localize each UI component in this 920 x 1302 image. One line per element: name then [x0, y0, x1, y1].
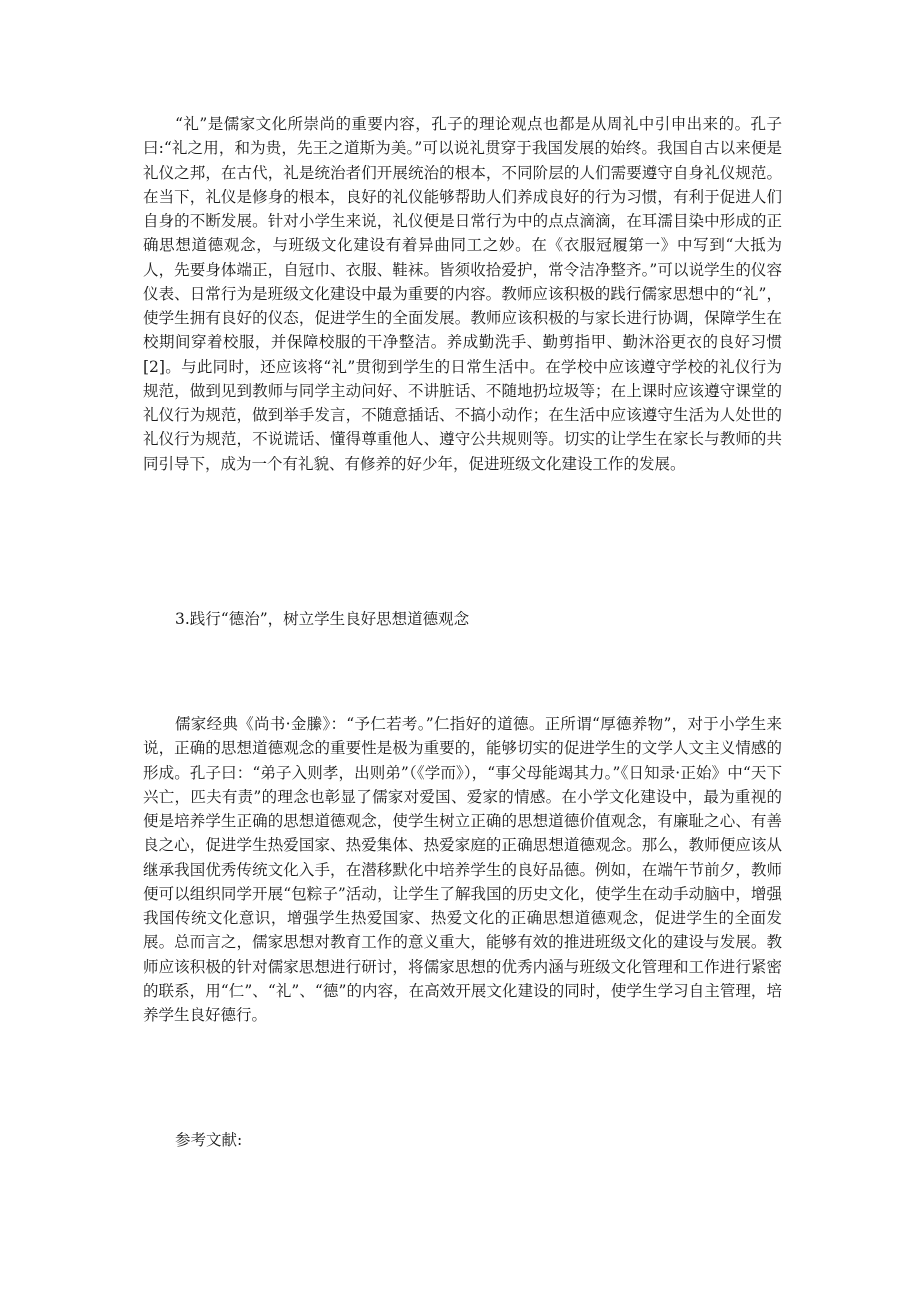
body-paragraph-li: “礼”是儒家文化所崇尚的重要内容，孔子的理论观点也都是从周礼中引申出来的。孔子曰:“礼之用，和为贵，先王之道斯为美。”可以说礼贯穿于我国发展的始终。我国自古以来便是礼仪之邦，在古代，礼是统治者们开展统治的根本，不同阶层的人们需要遵守自身礼仪规范。在当下，礼仪是修身的根本，良好的礼仪能够帮助人们养成良好的行为习惯，有利于促进人们自身的不断发展。针对小学生来说，礼仪便是日常行为中的点点滴滴，在耳濡目染中形成的正确思想道德观念，与班级文化建设有着异曲同工之妙。在《衣服冠履第一》中写到“大抵为人，先要身体端正，自冠巾、衣服、鞋袜。皆须收拾爱护，常令洁净整齐。”可以说学生的仪容仪表、日常行为是班级文化建设中最为重要的内容。教师应该积极的践行儒家思想中的“礼”，使学生拥有良好的仪态，促进学生的全面发展。教师应该积极的与家长进行协调，保障学生在校期间穿着校服，并保障校服的干净整洁。养成勤洗手、勤剪指甲、勤沐浴更衣的良好习惯[2]。与此同时，还应该将“礼”贯彻到学生的日常生活中。在学校中应该遵守学校的礼仪行为规范，做到见到教师与同学主动问好、不讲脏话、不随地扔垃圾等；在上课时应该遵守课堂的礼仪行为规范，做到举手发言，不随意插话、不搞小动作；在生活中应该遵守生活为人处世的礼仪行为规范，不说谎话、懂得尊重他人、遵守公共规则等。切实的让学生在家长与教师的共同引导下，成为一个有礼貌、有修养的好少年，促进班级文化建设工作的发展。 [143, 115, 782, 473]
body-paragraph-dezhi: 儒家经典《尚书·金縢》：“予仁若考。”仁指好的道德。正所谓“厚德养物”，对于小学生来说，正确的思想道德观念的重要性是极为重要的，能够切实的促进学生的文学人文主义情感的形成。孔子曰：“弟子入则孝，出则弟”（《学而》），“事父母能竭其力。”《日知录·正始》中“天下兴亡，匹夫有责”的理念也彰显了儒家对爱国、爱家的情感。在小学文化建设中，最为重视的便是培养学生正确的思想道德观念，使学生树立正确的思想道德价值观念，有廉耻之心、有善良之心，促进学生热爱国家、热爱集体、热爱家庭的正确思想道德观念。那么，教师便应该从继承我国优秀传统文化入手，在潜移默化中培养学生的良好品德。例如，在端午节前夕，教师便可以组织同学开展“包粽子”活动，让学生了解我国的历史文化，使学生在动手动脑中，增强我国传统文化意识，增强学生热爱国家、热爱文化的正确思想道德观念，促进学生的全面发展。总而言之，儒家思想对教育工作的意义重大，能够有效的推进班级文化的建设与发展。教师应该积极的针对儒家思想进行研讨，将儒家思想的优秀内涵与班级文化管理和工作进行紧密的联系，用“仁”、“礼”、“德”的内容，在高效开展文化建设的同时，使学生学习自主管理，培养学生良好德行。 [143, 715, 782, 1024]
references-heading: 参考文献: [175, 1131, 243, 1149]
section-heading-dezhi: 3.践行“德治”，树立学生良好思想道德观念 [175, 610, 470, 628]
